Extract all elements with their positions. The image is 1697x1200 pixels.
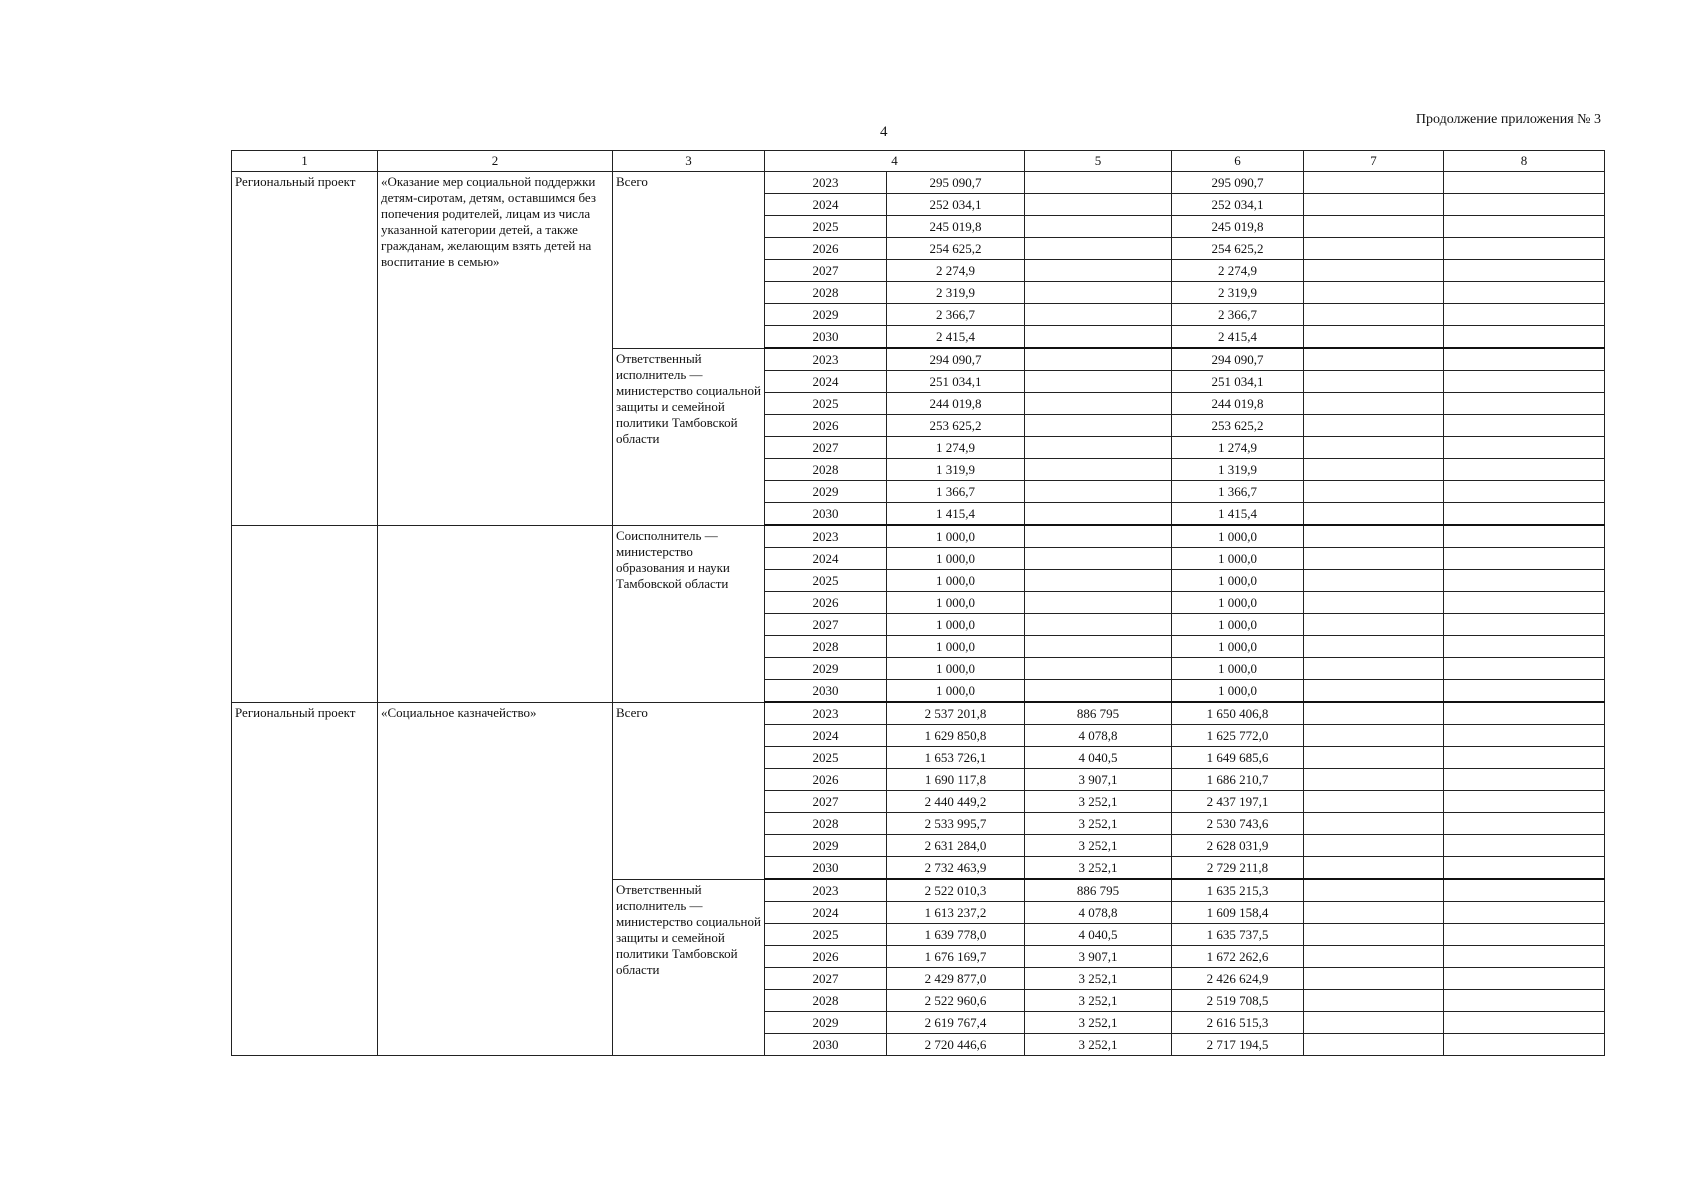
column-8-cell [1444,924,1605,946]
column-8-cell [1444,194,1605,216]
regional-budget-cell: 1 000,0 [1172,592,1304,614]
year-cell: 2029 [765,304,887,326]
federal-budget-cell [1025,348,1172,371]
federal-budget-cell: 3 907,1 [1025,946,1172,968]
column-number: 7 [1304,151,1444,172]
regional-budget-cell: 294 090,7 [1172,348,1304,371]
total-amount-cell: 2 429 877,0 [887,968,1025,990]
federal-budget-cell: 3 252,1 [1025,791,1172,813]
column-number: 2 [378,151,613,172]
year-cell: 2024 [765,902,887,924]
column-8-cell [1444,1012,1605,1034]
column-7-cell [1304,658,1444,680]
column-8-cell [1444,592,1605,614]
column-7-cell [1304,1034,1444,1056]
federal-budget-cell [1025,592,1172,614]
column-7-cell [1304,371,1444,393]
column-8-cell [1444,371,1605,393]
column-7-cell [1304,282,1444,304]
column-8-cell [1444,481,1605,503]
column-8-cell [1444,503,1605,526]
column-7-cell [1304,481,1444,503]
column-8-cell [1444,990,1605,1012]
executor-cell: Соисполнитель — министерство образования и науки Тамбовской области [613,525,765,702]
regional-budget-cell: 1 000,0 [1172,614,1304,636]
total-amount-cell: 251 034,1 [887,371,1025,393]
total-amount-cell: 1 000,0 [887,525,1025,548]
column-7-cell [1304,459,1444,481]
column-7-cell [1304,946,1444,968]
total-amount-cell: 2 522 960,6 [887,990,1025,1012]
element-type-cell [232,525,378,702]
year-cell: 2026 [765,769,887,791]
total-amount-cell: 2 366,7 [887,304,1025,326]
column-8-cell [1444,304,1605,326]
column-7-cell [1304,592,1444,614]
budget-table-body [232,172,1605,1056]
column-8-cell [1444,636,1605,658]
regional-budget-cell: 1 319,9 [1172,459,1304,481]
total-amount-cell: 1 000,0 [887,658,1025,680]
column-7-cell [1304,636,1444,658]
federal-budget-cell [1025,570,1172,592]
year-cell: 2026 [765,946,887,968]
regional-budget-cell: 295 090,7 [1172,172,1304,194]
column-7-cell [1304,304,1444,326]
appendix-continuation-note: Продолжение приложения № 3 [1415,112,1601,127]
regional-budget-cell: 244 019,8 [1172,393,1304,415]
regional-budget-cell: 2 717 194,5 [1172,1034,1304,1056]
regional-budget-cell: 1 635 215,3 [1172,879,1304,902]
column-8-cell [1444,857,1605,880]
regional-budget-cell: 1 650 406,8 [1172,702,1304,725]
federal-budget-cell [1025,481,1172,503]
year-cell: 2030 [765,326,887,349]
column-7-cell [1304,393,1444,415]
total-amount-cell: 2 631 284,0 [887,835,1025,857]
regional-budget-cell: 1 609 158,4 [1172,902,1304,924]
regional-budget-cell: 2 366,7 [1172,304,1304,326]
element-type-cell: Региональный проект [232,172,378,526]
column-8-cell [1444,570,1605,592]
column-8-cell [1444,459,1605,481]
total-amount-cell: 1 629 850,8 [887,725,1025,747]
total-amount-cell: 2 619 767,4 [887,1012,1025,1034]
column-8-cell [1444,658,1605,680]
table-row [232,702,1605,725]
regional-budget-cell: 1 686 210,7 [1172,769,1304,791]
total-amount-cell: 1 366,7 [887,481,1025,503]
budget-table [231,150,1605,1056]
regional-budget-cell: 251 034,1 [1172,371,1304,393]
federal-budget-cell [1025,371,1172,393]
column-7-cell [1304,503,1444,526]
column-8-cell [1444,548,1605,570]
federal-budget-cell [1025,326,1172,349]
year-cell: 2025 [765,570,887,592]
total-amount-cell: 254 625,2 [887,238,1025,260]
executor-cell: Ответственный исполнитель — министерство социальной защиты и семейной политики Тамбовской области [613,348,765,525]
column-8-cell [1444,525,1605,548]
federal-budget-cell [1025,172,1172,194]
column-7-cell [1304,879,1444,902]
regional-budget-cell: 2 274,9 [1172,260,1304,282]
column-8-cell [1444,725,1605,747]
year-cell: 2026 [765,238,887,260]
total-amount-cell: 1 000,0 [887,636,1025,658]
element-type-cell: Региональный проект [232,702,378,1056]
year-cell: 2024 [765,371,887,393]
column-7-cell [1304,990,1444,1012]
project-name-cell: «Оказание мер социальной поддержки детям-сиротам, детям, оставшимся без попечения родителей, лицам из числа указанной категории детей, а также гражданам, желающим взять детей на воспитание в семью» [378,172,613,526]
regional-budget-cell: 2 628 031,9 [1172,835,1304,857]
column-8-cell [1444,968,1605,990]
regional-budget-cell: 253 625,2 [1172,415,1304,437]
federal-budget-cell: 4 040,5 [1025,924,1172,946]
federal-budget-cell: 3 252,1 [1025,835,1172,857]
column-7-cell [1304,924,1444,946]
regional-budget-cell: 2 437 197,1 [1172,791,1304,813]
federal-budget-cell: 3 907,1 [1025,769,1172,791]
regional-budget-cell: 2 616 515,3 [1172,1012,1304,1034]
total-amount-cell: 2 274,9 [887,260,1025,282]
year-cell: 2023 [765,525,887,548]
column-number: 3 [613,151,765,172]
total-amount-cell: 1 690 117,8 [887,769,1025,791]
column-7-cell [1304,437,1444,459]
year-cell: 2025 [765,747,887,769]
federal-budget-cell: 3 252,1 [1025,857,1172,880]
year-cell: 2026 [765,592,887,614]
regional-budget-cell: 1 000,0 [1172,658,1304,680]
total-amount-cell: 2 537 201,8 [887,702,1025,725]
column-7-cell [1304,216,1444,238]
column-number: 4 [765,151,1025,172]
column-8-cell [1444,216,1605,238]
column-8-cell [1444,326,1605,349]
year-cell: 2024 [765,194,887,216]
regional-budget-cell: 1 415,4 [1172,503,1304,526]
year-cell: 2023 [765,172,887,194]
regional-budget-cell: 1 672 262,6 [1172,946,1304,968]
regional-budget-cell: 2 415,4 [1172,326,1304,349]
column-7-cell [1304,835,1444,857]
column-7-cell [1304,857,1444,880]
column-8-cell [1444,614,1605,636]
column-7-cell [1304,902,1444,924]
executor-cell: Всего [613,702,765,879]
regional-budget-cell: 2 319,9 [1172,282,1304,304]
federal-budget-cell [1025,459,1172,481]
total-amount-cell: 1 613 237,2 [887,902,1025,924]
project-name-cell [378,525,613,702]
year-cell: 2028 [765,282,887,304]
regional-budget-cell: 1 366,7 [1172,481,1304,503]
column-8-cell [1444,238,1605,260]
total-amount-cell: 1 676 169,7 [887,946,1025,968]
total-amount-cell: 1 319,9 [887,459,1025,481]
year-cell: 2028 [765,636,887,658]
column-8-cell [1444,702,1605,725]
total-amount-cell: 245 019,8 [887,216,1025,238]
column-8-cell [1444,437,1605,459]
table-row [232,172,1605,194]
column-7-cell [1304,260,1444,282]
total-amount-cell: 1 000,0 [887,614,1025,636]
column-8-cell [1444,172,1605,194]
column-number: 5 [1025,151,1172,172]
regional-budget-cell: 1 000,0 [1172,570,1304,592]
column-7-cell [1304,747,1444,769]
column-7-cell [1304,813,1444,835]
column-7-cell [1304,968,1444,990]
year-cell: 2023 [765,702,887,725]
federal-budget-cell [1025,614,1172,636]
regional-budget-cell: 1 625 772,0 [1172,725,1304,747]
column-8-cell [1444,282,1605,304]
total-amount-cell: 1 000,0 [887,680,1025,703]
column-7-cell [1304,172,1444,194]
year-cell: 2025 [765,924,887,946]
federal-budget-cell [1025,415,1172,437]
regional-budget-cell: 1 274,9 [1172,437,1304,459]
column-number: 1 [232,151,378,172]
federal-budget-cell: 4 040,5 [1025,747,1172,769]
total-amount-cell: 2 440 449,2 [887,791,1025,813]
federal-budget-cell: 3 252,1 [1025,1034,1172,1056]
column-7-cell [1304,1012,1444,1034]
column-7-cell [1304,769,1444,791]
column-8-cell [1444,680,1605,703]
column-number: 8 [1444,151,1605,172]
year-cell: 2027 [765,260,887,282]
regional-budget-cell: 1 000,0 [1172,636,1304,658]
executor-cell: Всего [613,172,765,349]
year-cell: 2029 [765,1012,887,1034]
column-8-cell [1444,813,1605,835]
regional-budget-cell: 2 729 211,8 [1172,857,1304,880]
year-cell: 2028 [765,813,887,835]
federal-budget-cell [1025,216,1172,238]
regional-budget-cell: 245 019,8 [1172,216,1304,238]
year-cell: 2029 [765,481,887,503]
column-7-cell [1304,238,1444,260]
total-amount-cell: 253 625,2 [887,415,1025,437]
year-cell: 2024 [765,548,887,570]
column-7-cell [1304,702,1444,725]
column-7-cell [1304,680,1444,703]
year-cell: 2023 [765,879,887,902]
year-cell: 2030 [765,857,887,880]
column-8-cell [1444,791,1605,813]
year-cell: 2030 [765,503,887,526]
federal-budget-cell: 886 795 [1025,879,1172,902]
year-cell: 2025 [765,393,887,415]
federal-budget-cell [1025,636,1172,658]
year-cell: 2026 [765,415,887,437]
year-cell: 2030 [765,1034,887,1056]
regional-budget-cell: 1 000,0 [1172,548,1304,570]
column-8-cell [1444,747,1605,769]
year-cell: 2027 [765,968,887,990]
column-8-cell [1444,902,1605,924]
federal-budget-cell: 3 252,1 [1025,1012,1172,1034]
column-7-cell [1304,326,1444,349]
regional-budget-cell: 2 426 624,9 [1172,968,1304,990]
year-cell: 2023 [765,348,887,371]
column-8-cell [1444,260,1605,282]
federal-budget-cell: 3 252,1 [1025,990,1172,1012]
column-8-cell [1444,415,1605,437]
federal-budget-cell [1025,194,1172,216]
total-amount-cell: 295 090,7 [887,172,1025,194]
column-number: 6 [1172,151,1304,172]
federal-budget-cell [1025,503,1172,526]
total-amount-cell: 2 415,4 [887,326,1025,349]
executor-cell: Ответственный исполнитель — министерство социальной защиты и семейной политики Тамбовской области [613,879,765,1056]
column-7-cell [1304,548,1444,570]
total-amount-cell: 2 319,9 [887,282,1025,304]
total-amount-cell: 1 653 726,1 [887,747,1025,769]
year-cell: 2029 [765,658,887,680]
regional-budget-cell: 2 519 708,5 [1172,990,1304,1012]
total-amount-cell: 1 639 778,0 [887,924,1025,946]
federal-budget-cell [1025,525,1172,548]
total-amount-cell: 2 732 463,9 [887,857,1025,880]
total-amount-cell: 244 019,8 [887,393,1025,415]
regional-budget-cell: 254 625,2 [1172,238,1304,260]
federal-budget-cell [1025,393,1172,415]
federal-budget-cell [1025,282,1172,304]
year-cell: 2027 [765,791,887,813]
year-cell: 2027 [765,614,887,636]
total-amount-cell: 1 274,9 [887,437,1025,459]
project-name-cell: «Социальное казначейство» [378,702,613,1056]
federal-budget-cell: 4 078,8 [1025,725,1172,747]
table-row [232,525,1605,548]
page-number: 4 [880,124,888,140]
federal-budget-cell: 886 795 [1025,702,1172,725]
column-8-cell [1444,946,1605,968]
total-amount-cell: 2 533 995,7 [887,813,1025,835]
total-amount-cell: 1 415,4 [887,503,1025,526]
column-8-cell [1444,348,1605,371]
column-7-cell [1304,415,1444,437]
column-7-cell [1304,791,1444,813]
federal-budget-cell [1025,238,1172,260]
federal-budget-cell [1025,304,1172,326]
regional-budget-cell: 1 000,0 [1172,525,1304,548]
column-8-cell [1444,835,1605,857]
regional-budget-cell: 1 649 685,6 [1172,747,1304,769]
year-cell: 2025 [765,216,887,238]
column-number-row [232,151,1605,172]
federal-budget-cell [1025,437,1172,459]
year-cell: 2028 [765,990,887,1012]
total-amount-cell: 2 720 446,6 [887,1034,1025,1056]
federal-budget-cell: 3 252,1 [1025,968,1172,990]
year-cell: 2029 [765,835,887,857]
total-amount-cell: 1 000,0 [887,570,1025,592]
regional-budget-cell: 2 530 743,6 [1172,813,1304,835]
total-amount-cell: 252 034,1 [887,194,1025,216]
column-7-cell [1304,525,1444,548]
total-amount-cell: 1 000,0 [887,592,1025,614]
federal-budget-cell [1025,260,1172,282]
year-cell: 2027 [765,437,887,459]
total-amount-cell: 1 000,0 [887,548,1025,570]
regional-budget-cell: 1 000,0 [1172,680,1304,703]
column-7-cell [1304,725,1444,747]
column-7-cell [1304,194,1444,216]
column-8-cell [1444,769,1605,791]
column-8-cell [1444,1034,1605,1056]
year-cell: 2024 [765,725,887,747]
year-cell: 2030 [765,680,887,703]
regional-budget-cell: 1 635 737,5 [1172,924,1304,946]
federal-budget-cell [1025,680,1172,703]
federal-budget-cell [1025,548,1172,570]
year-cell: 2028 [765,459,887,481]
federal-budget-cell: 4 078,8 [1025,902,1172,924]
regional-budget-cell: 252 034,1 [1172,194,1304,216]
federal-budget-cell: 3 252,1 [1025,813,1172,835]
column-8-cell [1444,393,1605,415]
total-amount-cell: 2 522 010,3 [887,879,1025,902]
federal-budget-cell [1025,658,1172,680]
column-8-cell [1444,879,1605,902]
column-7-cell [1304,614,1444,636]
total-amount-cell: 294 090,7 [887,348,1025,371]
column-7-cell [1304,570,1444,592]
column-7-cell [1304,348,1444,371]
